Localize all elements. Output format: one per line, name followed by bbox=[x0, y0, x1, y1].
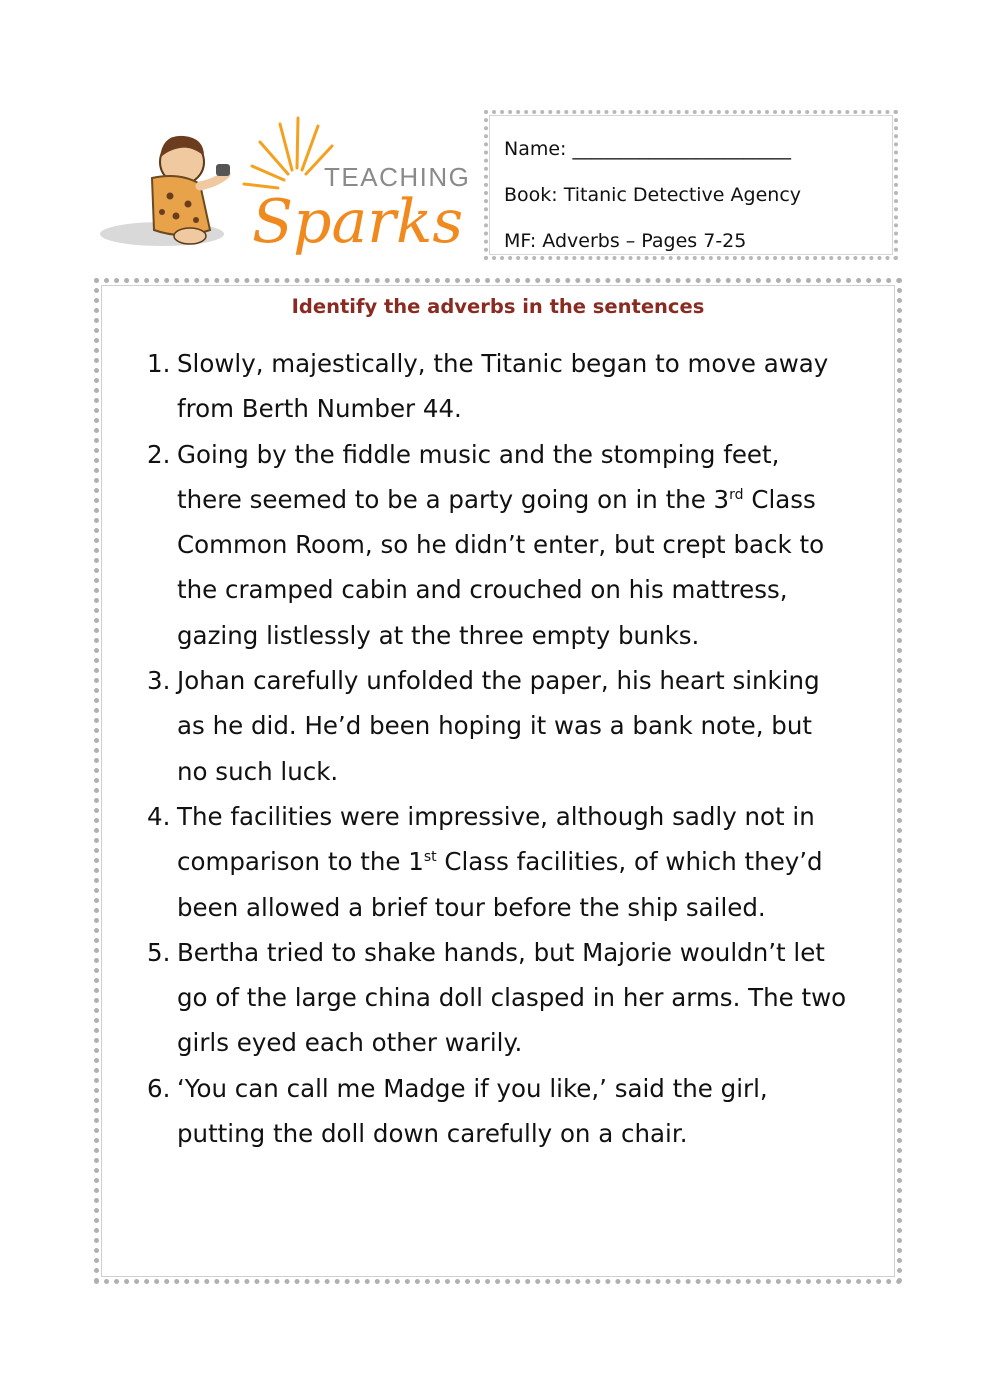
sentence-line: Common Room, so he didn’t enter, but crept back to bbox=[177, 530, 825, 560]
sentence-line: The facilities were impressive, although sadly not in bbox=[177, 801, 815, 831]
sentence-line: from Berth Number 44. bbox=[177, 394, 462, 424]
sentence-line: the cramped cabin and crouched on his mattress, bbox=[177, 575, 788, 605]
logo-teaching-text: TEACHING bbox=[324, 162, 471, 192]
list-item bbox=[147, 1066, 887, 1157]
sentence-line: Johan carefully unfolded the paper, his heart sinking bbox=[177, 666, 820, 696]
sentence-line: no such luck. bbox=[177, 756, 339, 786]
sentence-line bbox=[177, 839, 887, 884]
item-number: 6. bbox=[147, 1073, 171, 1103]
caveman-mascot-icon bbox=[152, 136, 230, 244]
ordinal-suffix: st bbox=[423, 849, 437, 866]
sentence-line: Slowly, majestically, the Titanic began to move away bbox=[177, 349, 829, 378]
list-item bbox=[147, 658, 887, 794]
sunburst-icon bbox=[244, 118, 332, 188]
student-info-box bbox=[484, 110, 898, 260]
sentence-text: there seemed to be a party going on in the 3 bbox=[177, 484, 730, 514]
item-number: 2. bbox=[147, 439, 171, 469]
sentence-line: Going by the fiddle music and the stomping feet, bbox=[177, 439, 780, 469]
worksheet-heading: Identify the adverbs in the sentences bbox=[291, 295, 705, 318]
sentence-line: as he did. He’d been hoping it was a bank note, but bbox=[177, 711, 812, 741]
sentence-line bbox=[177, 477, 887, 522]
list-item bbox=[147, 930, 887, 1066]
sentence-line: been allowed a brief tour before the ship sailed. bbox=[177, 892, 766, 922]
sentence-text: Class bbox=[743, 484, 816, 514]
teaching-sparks-logo bbox=[92, 112, 472, 262]
sentence-line: go of the large china doll clasped in her arms. The two bbox=[177, 983, 847, 1013]
item-number: 1. bbox=[147, 349, 171, 378]
sentence-line: putting the doll down carefully on a chair. bbox=[177, 1119, 688, 1149]
sentence-list bbox=[147, 341, 887, 1156]
book-title: Book: Titanic Detective Agency bbox=[504, 184, 802, 206]
list-item bbox=[147, 794, 887, 930]
name-field[interactable]: Name: _______________________ bbox=[504, 138, 791, 160]
ordinal-suffix: rd bbox=[729, 486, 744, 503]
sentence-line: Bertha tried to shake hands, but Majorie wouldn’t let bbox=[177, 937, 825, 967]
list-item bbox=[147, 341, 887, 432]
sentence-text: comparison to the 1 bbox=[177, 847, 424, 877]
sentence-line: girls eyed each other warily. bbox=[177, 1028, 523, 1058]
mf-topic: MF: Adverbs – Pages 7-25 bbox=[504, 230, 747, 252]
sentence-line: gazing listlessly at the three empty bunks. bbox=[177, 620, 700, 650]
logo-sparks-text: Sparks bbox=[252, 187, 464, 257]
item-number: 3. bbox=[147, 666, 171, 696]
sentence-line: ‘You can call me Madge if you like,’ said the girl, bbox=[177, 1073, 768, 1103]
list-item bbox=[147, 432, 887, 658]
item-number: 4. bbox=[147, 801, 171, 831]
item-number: 5. bbox=[147, 937, 171, 967]
worksheet-box bbox=[94, 278, 902, 1284]
sentence-text: Class facilities, of which they’d bbox=[436, 847, 823, 877]
